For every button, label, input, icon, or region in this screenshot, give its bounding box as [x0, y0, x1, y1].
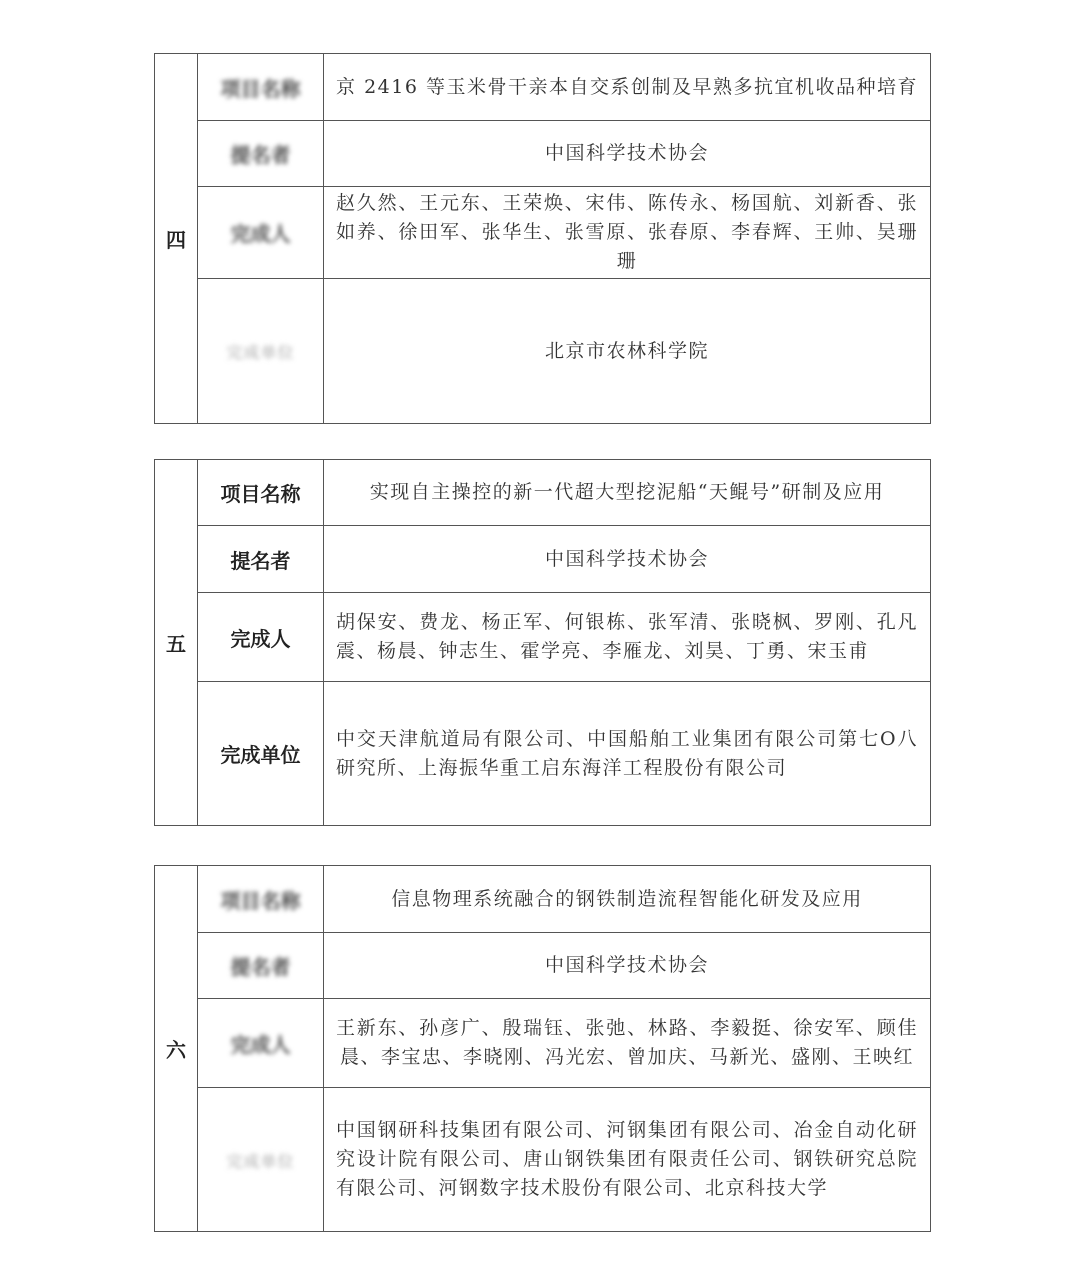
row-label: 完成人: [230, 222, 291, 246]
row-label-cell: [198, 54, 324, 121]
row-label: 项目名称: [220, 76, 301, 101]
table-row: [155, 933, 931, 999]
nominator-value: 中国科学技术协会: [324, 121, 931, 187]
item-number: 四: [155, 54, 198, 424]
table-row: [155, 999, 931, 1088]
item-number: 五: [155, 460, 198, 826]
table-row: [155, 866, 931, 933]
table-row: [155, 187, 931, 279]
row-label: 完成单位: [226, 1151, 295, 1171]
nominator-value: 中国科学技术协会: [324, 933, 931, 999]
table-row: [155, 279, 931, 424]
contributors-value: 赵久然、王元东、王荣焕、宋伟、陈传永、杨国航、刘新香、张如养、徐田军、张华生、张雪原、张春原、李春辉、王帅、吴珊珊: [324, 187, 931, 279]
row-label: 项目名称: [220, 888, 301, 913]
award-table-5: [154, 459, 931, 826]
nominator-value: 中国科学技术协会: [324, 526, 931, 593]
row-label-cell: [198, 187, 324, 279]
row-label: 提名者: [198, 526, 324, 593]
row-label-cell: [198, 999, 324, 1088]
row-label-cell: [198, 1088, 324, 1232]
project-name-value: 信息物理系统融合的钢铁制造流程智能化研发及应用: [324, 866, 931, 933]
table-row: [155, 593, 931, 682]
table-row: [155, 1088, 931, 1232]
table-row: [155, 682, 931, 826]
row-label: 提名者: [230, 143, 291, 167]
row-label: 完成人: [198, 593, 324, 682]
row-label-cell: [198, 866, 324, 933]
award-table-6: [154, 865, 931, 1232]
institutions-value: 北京市农林科学院: [324, 279, 931, 424]
project-name-value: 实现自主操控的新一代超大型挖泥船“天鲲号”研制及应用: [324, 460, 931, 526]
contributors-value: 王新东、孙彦广、殷瑞钰、张弛、林路、李毅挺、徐安军、顾佳晨、李宝忠、李晓刚、冯光宏、曾加庆、马新光、盛刚、王映红: [324, 999, 931, 1088]
table-row: [155, 526, 931, 593]
table-row: [155, 121, 931, 187]
award-table-4: [154, 53, 931, 424]
row-label: 完成单位: [198, 682, 324, 826]
table-row: [155, 54, 931, 121]
row-label-cell: [198, 121, 324, 187]
contributors-value: 胡保安、费龙、杨正军、何银栋、张军清、张晓枫、罗刚、孔凡震、杨晨、钟志生、霍学亮、李雁龙、刘昊、丁勇、宋玉甫: [324, 593, 931, 682]
table-row: [155, 460, 931, 526]
row-label: 项目名称: [198, 460, 324, 526]
institutions-value: 中交天津航道局有限公司、中国船舶工业集团有限公司第七O八研究所、上海振华重工启东海洋工程股份有限公司: [324, 682, 931, 826]
row-label-cell: [198, 279, 324, 424]
row-label: 完成人: [230, 1032, 291, 1057]
row-label: 提名者: [230, 955, 291, 979]
row-label: 完成单位: [226, 343, 295, 362]
row-label-cell: [198, 933, 324, 999]
item-number: 六: [155, 866, 198, 1232]
institutions-value: 中国钢研科技集团有限公司、河钢集团有限公司、冶金自动化研究设计院有限公司、唐山钢铁集团有限责任公司、钢铁研究总院有限公司、河钢数字技术股份有限公司、北京科技大学: [324, 1088, 931, 1232]
project-name-value: 京 2416 等玉米骨干亲本自交系创制及早熟多抗宜机收品种培育: [324, 54, 931, 121]
